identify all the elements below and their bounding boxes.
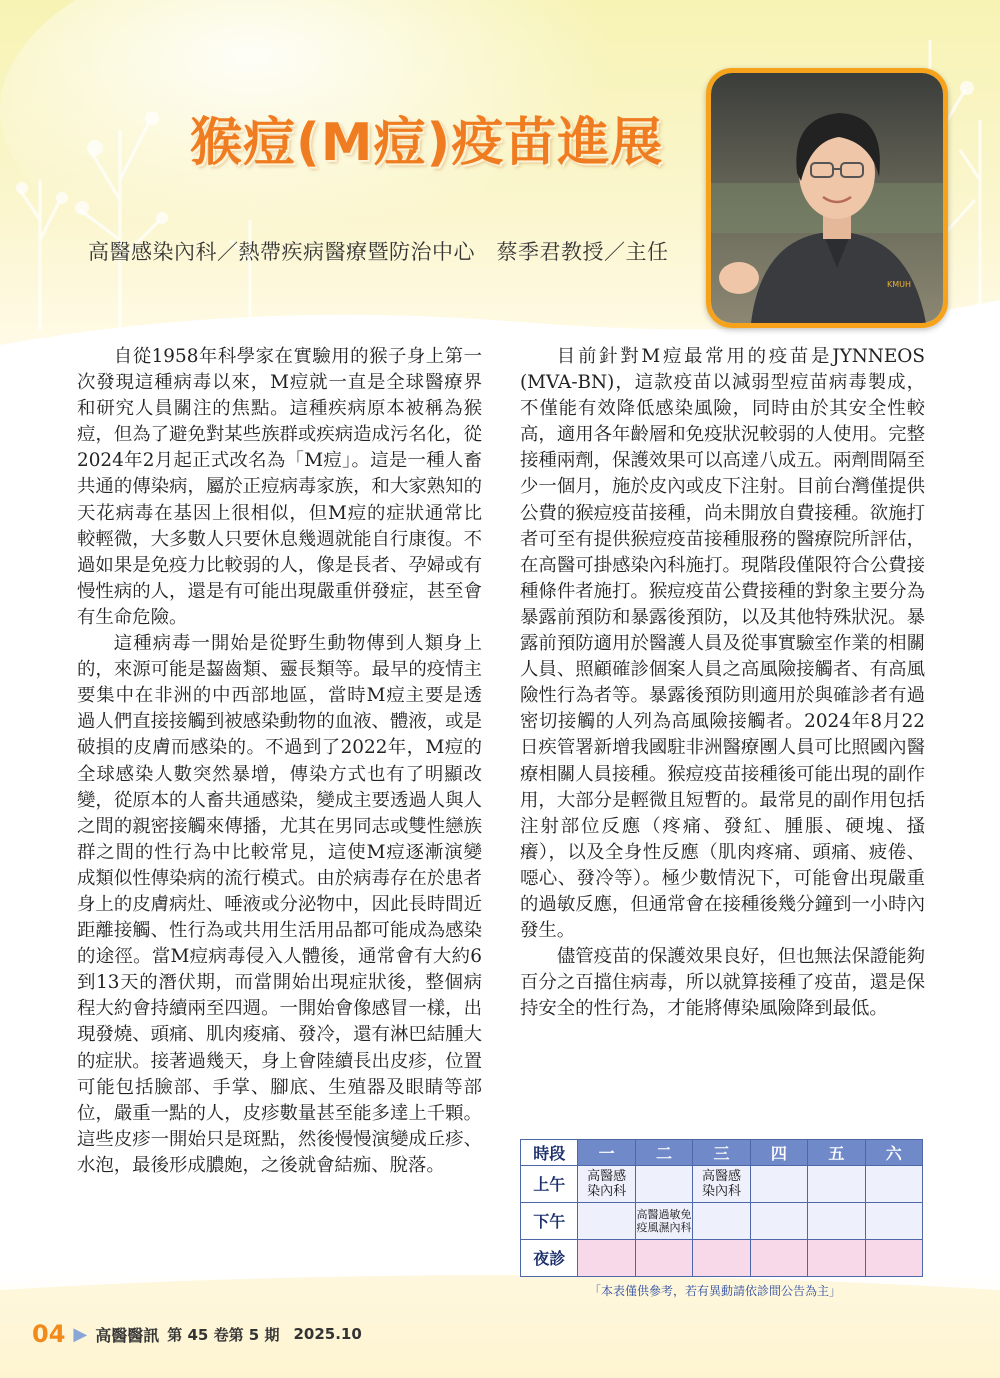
paragraph: 這種病毒一開始是從野生動物傳到人類身上的，來源可能是齧齒類、靈長類等。最早的疫情主要集中在非洲的中西部地區，當時M痘主要是透過人們直接接觸到被感染動物的血液、體液，或是破損的皮膚而感染的。不過到了2022年，M痘的全球感染人數突然暴增，傳染方式也有了明顯改變，從原本的人畜共通感染，變成主要透過人與人之間的親密接觸來傳播，尤其在男同志或雙性戀族群之間的性行為中比較常見，這使M痘逐漸演變成類似性傳染病的流行模式。由於病毒存在於患者身上的皮膚病灶、唾液或分泌物中，因此長時間近距離接觸、性行為或共用生活用品都可能成為感染的途徑。當M痘病毒侵入人體後，通常會有大約6到13天的潛伏期，而當開始出現症狀後，整個病程大約會持續兩至四週。一開始會像感冒一樣，出現發燒、頭痛、肌肉痠痛、發冷，還有淋巴結腫大的症狀。接著過幾天，身上會陸續長出皮疹，位置可能包括臉部、手掌、腳底、生殖器及眼睛等部位，嚴重一點的人，皮疹數量甚至能多達上千顆。這些皮疹一開始只是斑點，然後慢慢演變成丘疹、水泡，最後形成膿皰，之後就會結痂、脫落。: [77, 633, 482, 1176]
schedule-header-cell: 五: [808, 1140, 865, 1166]
schedule-cell: [808, 1240, 865, 1277]
schedule-header-cell: 時段: [521, 1140, 578, 1166]
page-number: 04: [32, 1320, 66, 1348]
schedule-table: [520, 1139, 923, 1277]
svg-text:KMUH: KMUH: [887, 280, 912, 289]
schedule-cell: [578, 1240, 635, 1277]
paragraph: 目前針對M痘最常用的疫苗是JYNNEOS (MVA-BN)，這款疫苗以減弱型痘苗病毒製成，不僅能有效降低感染風險，同時由於其安全性較高，適用各年齡層和免疫狀況較弱的人使用。完整接種兩劑，保護效果可以高達八成五。兩劑間隔至少一個月，施於皮內或皮下注射。目前台灣僅提供公費的猴痘疫苗接種，尚未開放自費接種。欲施打者可至有提供猴痘疫苗接種服務的醫療院所評估，在高醫可掛感染內科施打。現階段僅限符合公費接種條件者施打。猴痘疫苗公費接種的對象主要分為暴露前預防和暴露後預防，以及其他特殊狀況。暴露前預防適用於醫護人員及從事實驗室作業的相關人員、照顧確診個案人員之高風險接觸者、有高風險性行為者等。暴露後預防則適用於與確診者有過密切接觸的人列為高風險接觸者。2024年8月22日疾管署新增我國駐非洲醫療團人員可比照國內醫療相關人員接種。猴痘疫苗接種後可能出現的副作用，大部分是輕微且短暫的。最常見的副作用包括注射部位反應（疼痛、發紅、腫脹、硬塊、搔癢），以及全身性反應（肌肉疼痛、頭痛、疲倦、噁心、發冷等）。極少數情況下，可能會出現嚴重的過敏反應，但通常會在接種後幾分鐘到一小時內發生。: [520, 346, 925, 942]
schedule-cell: 高醫感 染內科: [578, 1166, 635, 1203]
schedule-row-evening: [521, 1240, 923, 1277]
schedule-cell: [865, 1240, 922, 1277]
schedule-row-morning: [521, 1166, 923, 1203]
author-photo: [706, 68, 948, 328]
author-byline: 高醫感染內科／熱帶疾病醫療暨防治中心 蔡季君教授／主任: [88, 240, 669, 264]
schedule-cell: [865, 1203, 922, 1240]
schedule-cell: [750, 1203, 807, 1240]
schedule-cell: [750, 1240, 807, 1277]
schedule-header-cell: 六: [865, 1140, 922, 1166]
row-label: 上午: [521, 1166, 578, 1203]
clinic-schedule: [520, 1139, 923, 1299]
triangle-right-icon: ▶: [73, 1323, 88, 1345]
schedule-cell: [635, 1166, 692, 1203]
schedule-cell: [635, 1240, 692, 1277]
schedule-cell: [750, 1166, 807, 1203]
schedule-note: 「本表僅供參考，若有異動請依診間公告為主」: [588, 1284, 841, 1298]
schedule-row-afternoon: [521, 1203, 923, 1240]
journal-name: 高醫醫訊: [95, 1325, 160, 1345]
schedule-cell: [808, 1166, 865, 1203]
schedule-cell: 高醫感 染內科: [693, 1166, 750, 1203]
issue-number: 第 45 卷第 5 期: [167, 1325, 280, 1344]
schedule-header-row: [521, 1140, 923, 1166]
schedule-header-cell: 二: [635, 1140, 692, 1166]
left-column: [77, 344, 482, 1179]
schedule-header-cell: 四: [750, 1140, 807, 1166]
row-label: 下午: [521, 1203, 578, 1240]
issue-date: 2025.10: [293, 1325, 362, 1343]
schedule-cell: [808, 1203, 865, 1240]
schedule-header-cell: 三: [693, 1140, 750, 1166]
schedule-header-cell: 一: [578, 1140, 635, 1166]
paragraph: 儘管疫苗的保護效果良好，但也無法保證能夠百分之百擋住病毒，所以就算接種了疫苗，還是保持安全的性行為，才能將傳染風險降到最低。: [520, 946, 925, 1020]
right-column: [520, 344, 925, 1022]
page-footer: [32, 1320, 362, 1348]
schedule-cell: [693, 1203, 750, 1240]
row-label: 夜診: [521, 1240, 578, 1277]
paragraph: 自從1958年科學家在實驗用的猴子身上第一次發現這種病毒以來，M痘就一直是全球醫療界和研究人員關注的焦點。這種疾病原本被稱為猴痘，但為了避免對某些族群或疾病造成污名化，從2024年2月起正式改名為「M痘」。這是一種人畜共通的傳染病，屬於正痘病毒家族，和大家熟知的天花病毒在基因上很相似，但M痘的症狀通常比較輕微，大多數人只要休息幾週就能自行康復。不過如果是免疫力比較弱的人，像是長者、孕婦或有慢性病的人，還是有可能出現嚴重併發症，甚至會有生命危險。: [77, 346, 482, 628]
schedule-cell: [865, 1166, 922, 1203]
schedule-cell: [693, 1240, 750, 1277]
schedule-cell: [578, 1203, 635, 1240]
article-title: 猴痘(M痘)疫苗進展: [190, 113, 664, 173]
schedule-cell: 高醫過敏免 疫風濕內科: [635, 1203, 692, 1240]
